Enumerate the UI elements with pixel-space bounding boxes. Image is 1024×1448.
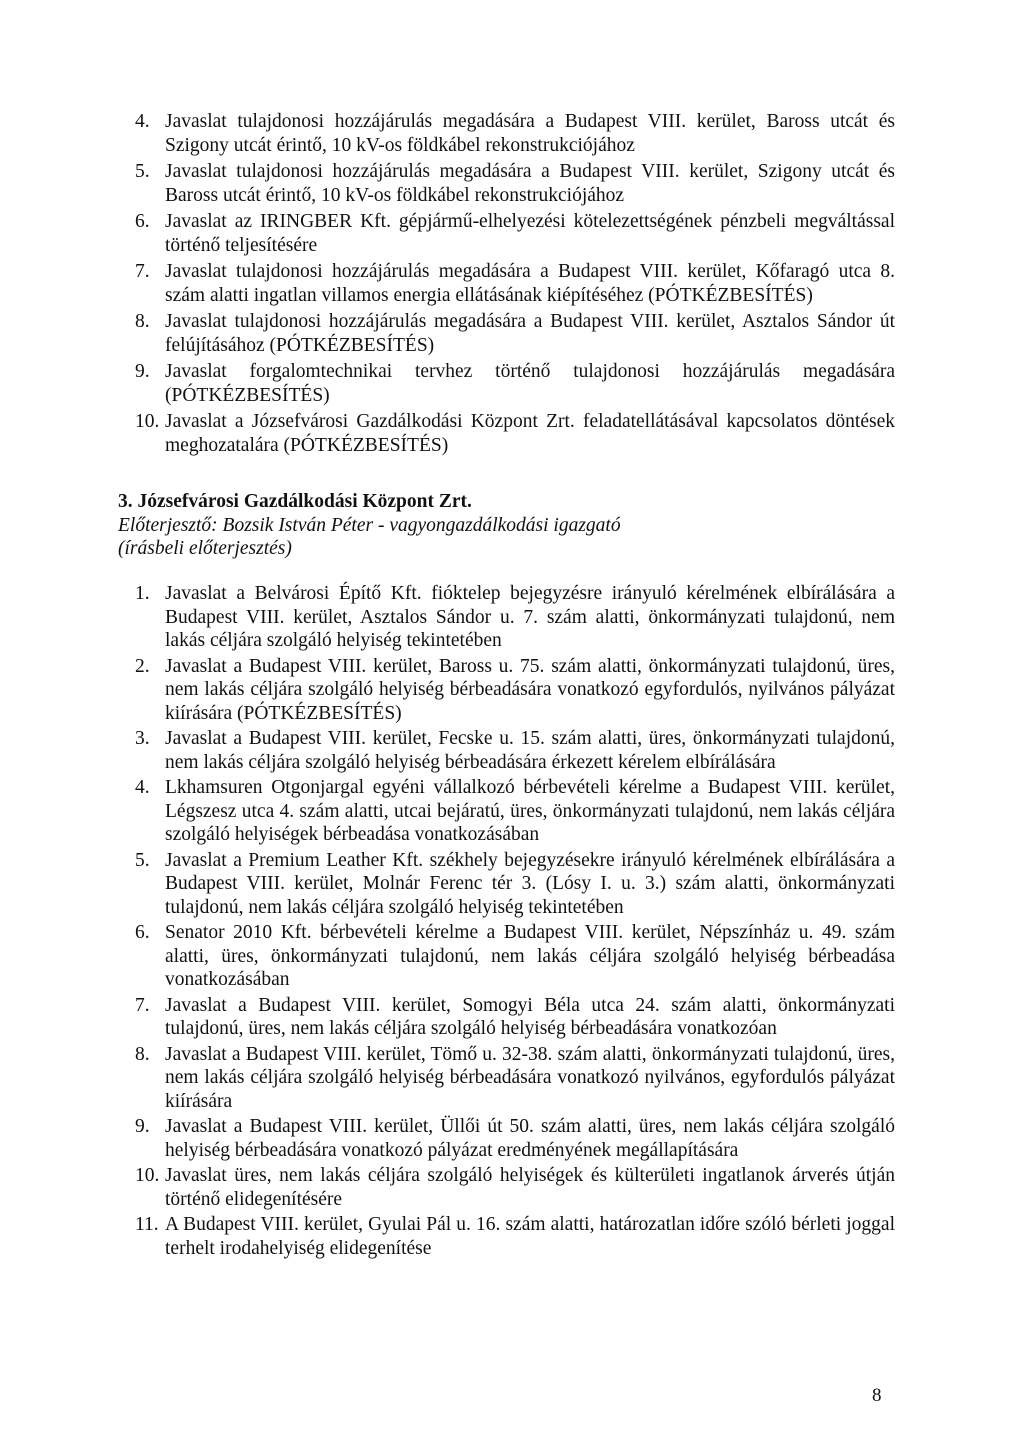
item-number: 5. <box>135 161 150 182</box>
list-item <box>135 921 895 992</box>
list-item <box>135 849 895 920</box>
presenter-note: (írásbeli előterjesztés) <box>118 538 292 559</box>
list-item <box>135 160 895 207</box>
list-item <box>135 727 895 774</box>
list-item <box>135 655 895 726</box>
item-text: Javaslat tulajdonosi hozzájárulás megadására a Budapest VIII. kerület, Baross utcát és Szigony utcát érintő, 10 kV-os földkábel rekonstrukciójához <box>165 111 895 156</box>
item-number: 10. <box>135 411 160 432</box>
item-number: 4. <box>135 111 150 132</box>
item-number: 9. <box>135 361 150 382</box>
item-text: Javaslat a Budapest VIII. kerület, Fecske u. 15. szám alatti, üres, önkormányzati tulajdonú, nem lakás céljára szolgáló helyiség bérbeadására érkezett kérelem elbírálására <box>165 728 895 773</box>
presenter-line: Előterjesztő: Bozsik István Péter - vagyongazdálkodási igazgató <box>118 514 621 536</box>
list-item <box>135 582 895 653</box>
section-title: 3. Józsefvárosi Gazdálkodási Központ Zrt. <box>118 491 472 512</box>
list-item <box>135 260 895 307</box>
item-number: 1. <box>135 583 150 604</box>
agenda-list-continued <box>135 110 895 460</box>
list-item <box>135 994 895 1041</box>
item-text: Javaslat a Józsefvárosi Gazdálkodási Központ Zrt. feladatellátásával kapcsolatos döntések meghozatalára (PÓTKÉZBESÍTÉS) <box>165 411 895 456</box>
item-text: Senator 2010 Kft. bérbevételi kérelme a Budapest VIII. kerület, Népszínház u. 49. szám alatti, üres, önkormányzati tulajdonú, nem lakás céljára szolgáló helyiség bérbeadása vonatkozásában <box>165 922 895 990</box>
list-item <box>135 360 895 407</box>
item-number: 7. <box>135 994 150 1016</box>
item-text: Javaslat tulajdonosi hozzájárulás megadására a Budapest VIII. kerület, Kőfaragó utca 8. szám alatti ingatlan villamos energia ellátásának kiépítéséhez (PÓTKÉZBESÍTÉS) <box>165 261 895 306</box>
list-item <box>135 776 895 847</box>
item-text: Javaslat a Belvárosi Építő Kft. fióktelep bejegyzésre irányuló kérelmének elbírálására a Budapest VIII. kerület, Asztalos Sándor u. 7. szám alatti, önkormányzati tulajdonú, nem lakás céljára szolgáló helyiség tekintetében <box>165 583 895 651</box>
item-text: Javaslat tulajdonosi hozzájárulás megadására a Budapest VIII. kerület, Asztalos Sándor út felújításához (PÓTKÉZBESÍTÉS) <box>165 311 895 356</box>
item-text: Javaslat forgalomtechnikai tervhez történő tulajdonosi hozzájárulás megadására (PÓTKÉZBESÍTÉS) <box>165 361 895 406</box>
list-item <box>135 1213 895 1260</box>
item-text: Javaslat a Budapest VIII. kerület, Üllői út 50. szám alatti, üres, nem lakás céljára szolgáló helyiség bérbeadására vonatkozó pályázat eredményének megállapítására <box>165 1116 895 1161</box>
item-text: Javaslat a Budapest VIII. kerület, Somogyi Béla utca 24. szám alatti, önkormányzati tulajdonú, üres, nem lakás céljára szolgáló helyiség bérbeadására vonatkozóan <box>165 994 895 1039</box>
item-number: 6. <box>135 211 150 232</box>
section-agenda-list <box>135 582 895 1262</box>
item-number: 11. <box>135 1214 159 1235</box>
item-number: 7. <box>135 261 150 282</box>
list-item <box>135 1115 895 1162</box>
item-text: Javaslat üres, nem lakás céljára szolgáló helyiségek és külterületi ingatlanok árverés útján történő elidegenítésére <box>165 1165 895 1210</box>
list-item <box>135 110 895 157</box>
item-text: Javaslat az IRINGBER Kft. gépjármű-elhelyezési kötelezettségének pénzbeli megváltással történő teljesítésére <box>165 211 895 256</box>
list-item <box>135 310 895 357</box>
list-item <box>135 210 895 257</box>
item-text: Javaslat a Budapest VIII. kerület, Baross u. 75. szám alatti, önkormányzati tulajdonú, üres, nem lakás céljára szolgáló helyiség bérbeadására vonatkozó egyfordulós, nyilvános pályázat kiírására (PÓTKÉZBESÍTÉS) <box>165 655 895 724</box>
item-number: 8. <box>135 1043 150 1065</box>
item-number: 9. <box>135 1116 150 1137</box>
item-number: 4. <box>135 777 150 798</box>
section-header <box>118 490 898 561</box>
list-item <box>135 1164 895 1211</box>
item-number: 8. <box>135 311 150 332</box>
item-number: 2. <box>135 655 150 677</box>
item-text: Javaslat tulajdonosi hozzájárulás megadására a Budapest VIII. kerület, Szigony utcát és Baross utcát érintő, 10 kV-os földkábel rekonstrukciójához <box>165 161 895 206</box>
list-item <box>135 1043 895 1114</box>
item-text: Javaslat a Premium Leather Kft. székhely bejegyzésekre irányuló kérelmének elbírálására a Budapest VIII. kerület, Molnár Ferenc tér 3. (Lósy I. u. 3.) szám alatti, önkormányzati tulajdonú, nem lakás céljára szolgáló helyiség tekintetében <box>165 849 895 918</box>
page-number: 8 <box>872 1385 882 1406</box>
list-item <box>135 410 895 457</box>
item-number: 6. <box>135 922 150 943</box>
item-number: 3. <box>135 728 150 749</box>
item-text: A Budapest VIII. kerület, Gyulai Pál u. 16. szám alatti, határozatlan időre szóló bérleti joggal terhelt irodahelyiség elidegenítése <box>165 1214 895 1259</box>
item-text: Javaslat a Budapest VIII. kerület, Tömő u. 32-38. szám alatti, önkormányzati tulajdonú, üres, nem lakás céljára szolgáló helyiség bérbeadására vonatkozó nyilvános, egyfordulós pályázat kiírására <box>165 1043 895 1112</box>
item-number: 10. <box>135 1165 160 1186</box>
item-number: 5. <box>135 849 150 871</box>
item-text: Lkhamsuren Otgonjargal egyéni vállalkozó bérbevételi kérelme a Budapest VIII. kerület, Légszesz utca 4. szám alatti, utcai bejáratú, üres, önkormányzati tulajdonú, nem lakás céljára szolgáló helyiségek bérbeadása vonatkozásában <box>165 777 895 845</box>
